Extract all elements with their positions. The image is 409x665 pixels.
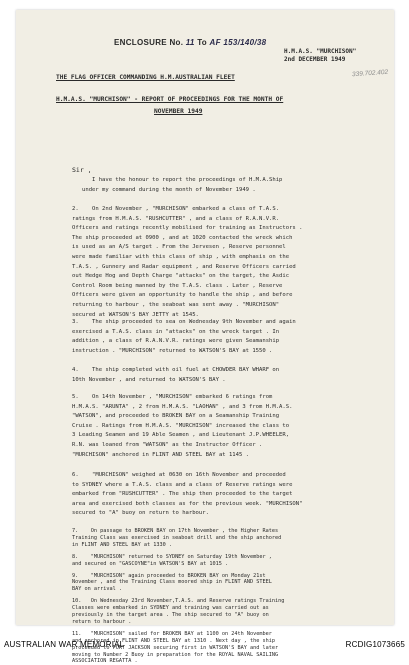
footer-id: RCDIG1073665 [345, 640, 405, 649]
enclosure-number: 11 [185, 38, 195, 47]
addressee: THE FLAG OFFICER COMMANDING H.M.AUSTRALIAN FLEET [56, 74, 235, 81]
enclosure-label: ENCLOSURE No. [114, 38, 184, 47]
ship-header: H.M.A.S. "MURCHISON" [284, 48, 357, 55]
enclosure-file-ref: AF 153/140/38 [209, 38, 267, 47]
footer-source: AUSTRALIAN WAR MEMORIAL [4, 640, 125, 649]
paragraph-8: 8. "MURCHISON" returned to SYDNEY on Saturday 19th November , and secured on "GASCOYNE"in WATSON'S BAY at 1015 . [72, 553, 272, 567]
archive-stamp: 339.702.402 [351, 68, 389, 79]
salutation: Sir , [72, 166, 92, 174]
paragraph-7: 7. On passage to BROKEN BAY on 17th November , the Higher Rates Training Class was exercised in seaboat drill and the ship anchored in FLINT AND STEEL BAY at 1330 . [72, 528, 282, 548]
subject-line-2: NOVEMBER 1949 [154, 108, 203, 115]
enclosure-to-label: To [197, 38, 207, 47]
subject-line-1: H.M.A.S. "MURCHISON" - REPORT OF PROCEEDINGS FOR THE MONTH OF [56, 96, 284, 103]
report-date: 2nd DECEMBER 1949 [284, 56, 346, 63]
paragraph-1: I have the honour to report the proceedings of H.M.A.Ship under my command during the month of November 1949 . [82, 177, 283, 193]
paragraph-9: 9. "MURCHISON" again proceeded to BROKEN BAY on Monday 21st November , and the Training Class moored ship in FLINT AND STEEL BAY on arrival . [72, 572, 272, 593]
paragraph-11: 11. "MURCHISON" sailed for BROKEN BAY at 1100 on 24th November and anchored in FLINT AND STEEL BAY at 1310 . Next day , the ship proceeded to PORT JACKSON securing first in WATSON'S BAY and later moving to Number 2 Buoy in preparation for the ROYAL NAVAL SAILING ASSOCIATION REGATTA . [72, 630, 279, 665]
paragraph-4: 4. The ship completed with oil fuel at CHOWDER BAY WHARF on 10th November , and returned to WATSON'S BAY . [72, 367, 280, 383]
enclosure-line [114, 38, 266, 47]
paragraph-2: 2. On 2nd November , "MURCHISON" embarked a class of T.A.S. ratings from H.M.A.S. "RUSHCUTTER" , and a class of R.A.N.V.R. Officers and ratings recently mobilised for training as Instructors . The ship proceeded at 0900 , and at 1020 contacted the wreck which is used as an A/S target . From the Jervesen , Reserve personnel were made familiar with this class of ship , with emphasis on the T.A.S. , Gunnery and Radar equipment , and Reserve Officers carried out Hedge Hog and Depth Charge "attacks" on the target, the Asdic Control Room being manned by the T.A.S. class . Later , Reserve Officers were given an opportunity to handle the ship , and before returning to harbour , the seaboat was sent away . "MURCHISON" secured at WATSON'S BAY JETTY at 1545. [72, 206, 303, 318]
paragraph-10: 10. On Wednesday 23rd November,T.A.S. and Reserve ratings Training Classes were embarked in SYDNEY and training was carried out as previously in the target area . The ship secured to "A" buoy on return to harbour . [72, 598, 285, 625]
paragraph-5: 5. On 14th November , "MURCHISON" embarked 6 ratings from H.M.A.S. "ARUNTA" , 2 from H.M.A.S. "LAOHAN" , and 3 from H.M.A.S. "WATSON", and proceeded to BROKEN BAY on a Seamanship Training Cruise . Ratings from H.M.A.S. "MURCHISON" increased the class to 3 Leading Seamen and 19 Able Seamen , and Lieutenant J.P.WHEELER, R.N. was loaned from "WATSON" as the Instructor Officer . "MURCHISON" anchored in FLINT AND STEEL BAY at 1145 . [72, 394, 293, 458]
paragraph-6: 6. "MURCHISON" weighed at 0630 on 16th November and proceeded to SYDNEY where a T.A.S. class and a class of Reserve ratings were embarked from "RUSHCUTTER" . The ship then proceeded to the target area and exercised both classes as for the previous week. "MURCHISON" secured to "A" buoy on return to harbour. [72, 472, 303, 517]
paragraph-3: 3. The ship proceeded to sea on Wednesday 9th November and again exercised a T.A.S. class in "attacks" on the wreck target . In addition , a class of R.A.N.V.R. ratings were given Seamanship instruction . "MURCHISON" returned to WATSON'S BAY at 1550 . [72, 319, 296, 354]
